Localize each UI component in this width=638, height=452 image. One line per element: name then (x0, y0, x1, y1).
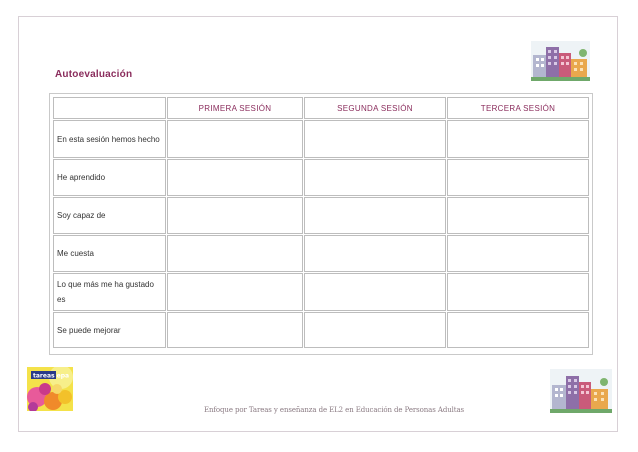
answer-cell[interactable] (304, 159, 446, 196)
row-label: Me cuesta (53, 235, 166, 272)
table-header-row (53, 97, 589, 119)
row-label: Se puede mejorar (53, 312, 166, 348)
row-label: Soy capaz de (53, 197, 166, 234)
answer-cell[interactable] (304, 120, 446, 158)
answer-cell[interactable] (447, 312, 589, 348)
answer-cell[interactable] (167, 197, 303, 234)
answer-cell[interactable] (304, 235, 446, 272)
row-label: En esta sesión hemos hecho (53, 120, 166, 158)
answer-cell[interactable] (447, 197, 589, 234)
building-illustration-icon (550, 369, 612, 413)
table-row (53, 197, 589, 234)
answer-cell[interactable] (167, 312, 303, 348)
answer-cell[interactable] (167, 273, 303, 311)
self-assessment-table (52, 96, 590, 349)
table-row (53, 312, 589, 348)
answer-cell[interactable] (447, 120, 589, 158)
column-header-tercera: TERCERA SESIÓN (447, 97, 589, 119)
table-corner-cell (53, 97, 166, 119)
answer-cell[interactable] (447, 235, 589, 272)
answer-cell[interactable] (304, 197, 446, 234)
self-assessment-table-frame (49, 93, 593, 355)
table-row (53, 120, 589, 158)
logo-text: tareas epa (33, 372, 70, 380)
footer-caption: Enfoque por Tareas y enseñanza de EL2 en Educación de Personas Adultas (204, 406, 465, 414)
building-illustration-icon (531, 41, 590, 81)
answer-cell[interactable] (447, 159, 589, 196)
page-frame (18, 16, 618, 432)
column-header-segunda: SEGUNDA SESIÓN (304, 97, 446, 119)
table-row (53, 159, 589, 196)
column-header-primera: PRIMERA SESIÓN (167, 97, 303, 119)
table-row (53, 273, 589, 311)
row-label: Lo que más me ha gustado es (53, 273, 166, 311)
answer-cell[interactable] (304, 273, 446, 311)
answer-cell[interactable] (167, 159, 303, 196)
answer-cell[interactable] (447, 273, 589, 311)
answer-cell[interactable] (167, 120, 303, 158)
page-title: Autoevaluación (55, 69, 133, 80)
answer-cell[interactable] (167, 235, 303, 272)
row-label: He aprendido (53, 159, 166, 196)
tareas-epa-logo-icon (27, 367, 73, 411)
answer-cell[interactable] (304, 312, 446, 348)
table-row (53, 235, 589, 272)
